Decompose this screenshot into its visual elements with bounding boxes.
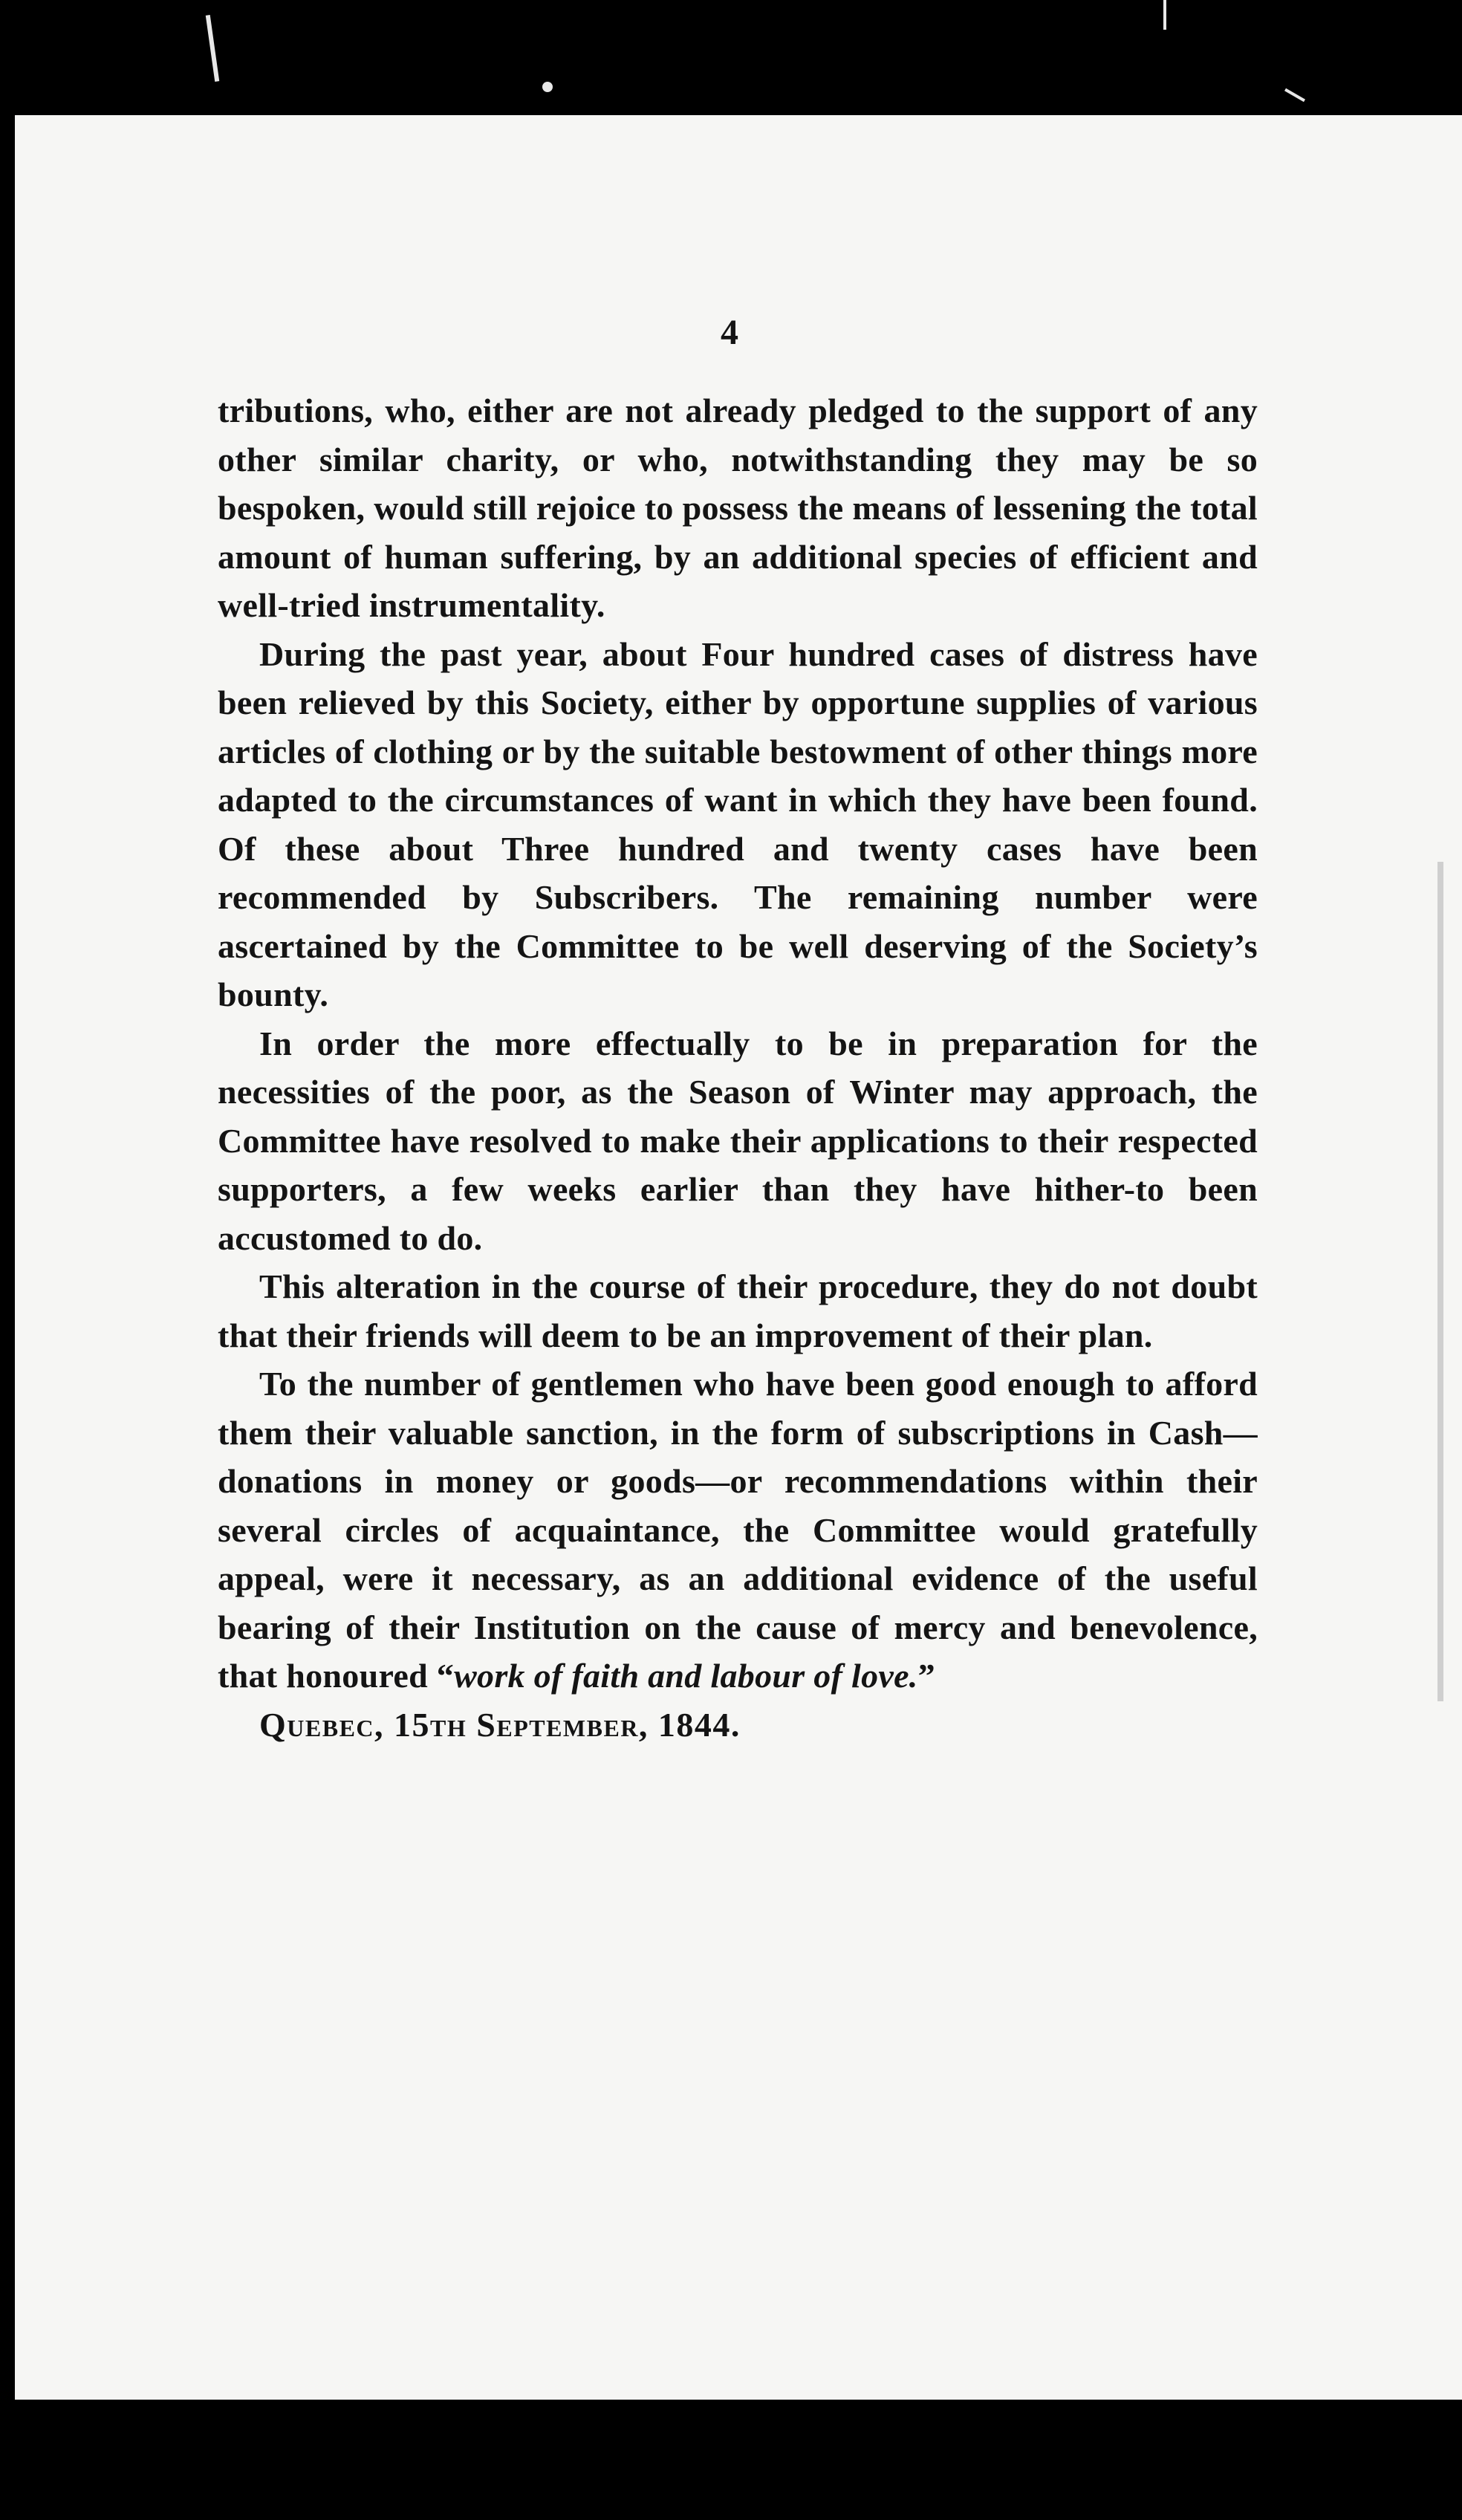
paragraph-2: During the past year, about Four hundred cases of distress have been relieved by this Society, either by opportune supplies of various articles of clothing or by the suitable bestowment of other things more adapted to the circumstances of want in which they have been found. Of these about Three hundred and twenty cases have been recommended by Subscribers. The remaining number were ascertained by the Committee to be well deserving of the Society’s bounty. (218, 634, 1258, 1013)
closing-quote-mark: ” (917, 1657, 935, 1695)
paragraph-4: This alteration in the course of their procedure, they do not doubt that their friends will deem to be an improvement of their plan. (218, 1267, 1258, 1354)
paragraph-3: In order the more effectually to be in preparation for the necessities of the poor, as the Season of Winter may approach, the Committee have resolved to make their applications to their respected supporters, a few weeks earlier than they have hither-to been accustomed to do. (218, 1024, 1258, 1257)
italic-quote: work of faith and labour of love. (454, 1657, 918, 1695)
scan-edge-mark (206, 15, 219, 82)
paragraph-5-text: To the number of gentlemen who have been good enough to afford them their valuable sanction, in the form of subscriptions in Cash—donations in money or goods—or recommendations within their several circles of acquaintance, the Committee would gratefully appeal, were it necessary, as an additional evidence of the useful bearing of their Institution on the cause of mercy and benevolence, that honoured “ (218, 1365, 1258, 1695)
scan-edge-mark (542, 82, 553, 92)
place-and-date-signature: Quebec, 15th September, 1844. (259, 1705, 741, 1744)
page-number: 4 (721, 313, 738, 352)
document-body (218, 386, 1258, 1749)
bleed-through-line (1437, 862, 1443, 1701)
paragraph-1: tributions, who, either are not already pledged to the support of any other similar charity, or who, notwithstanding they may be so bespoken, would still rejoice to possess the means of lessening the total amount of human suffering, by an additional species of efficient and well-tried instrumentality. (218, 392, 1258, 624)
scan-edge-mark (1284, 88, 1305, 102)
paragraph-5 (218, 1360, 1258, 1701)
scan-edge-mark (1163, 0, 1166, 30)
